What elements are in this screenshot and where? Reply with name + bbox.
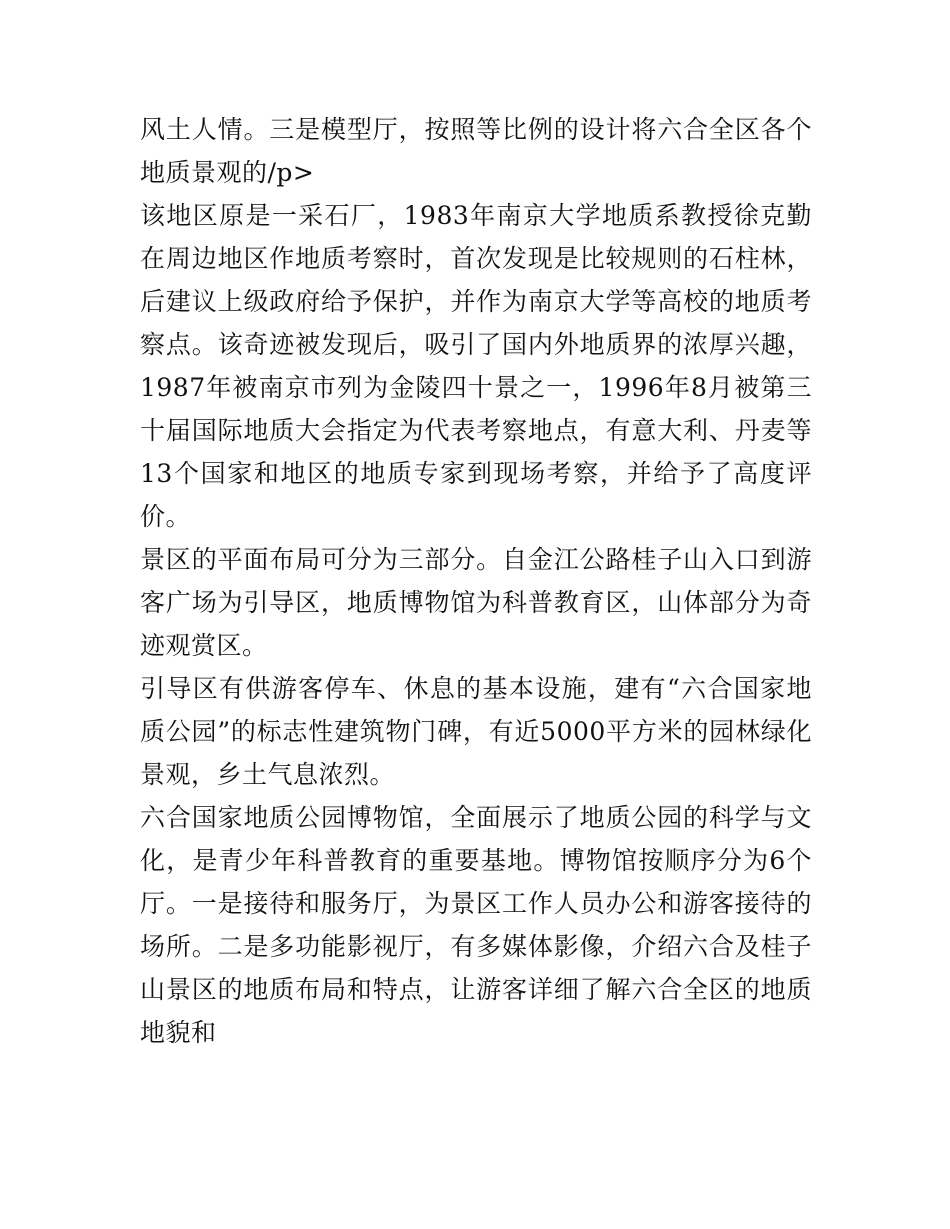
- paragraph-layout: 景区的平面布局可分为三部分。自金江公路桂子山入口到游客广场为引导区，地质博物馆为科普教育区，山体部分为奇迹观赏区。: [140, 545, 812, 660]
- paragraph-history: 该地区原是一采石厂，1983年南京大学地质系教授徐克勤在周边地区作地质考察时，首次发现是比较规则的石柱林，后建议上级政府给予保护，并作为南京大学等高校的地质考察点。该奇迹被发现后，吸引了国内外地质界的浓厚兴趣，1987年被南京市列为金陵四十景之一，1996年8月被第三十届国际地质大会指定为代表考察地点，有意大利、丹麦等13个国家和地区的地质专家到现场考察，并给予了高度评价。: [140, 201, 812, 531]
- paragraph-guide-area: 引导区有供游客停车、休息的基本设施，建有“六合国家地质公园”的标志性建筑物门碑，有近5000平方米的园林绿化景观，乡土气息浓烈。: [140, 674, 812, 789]
- paragraph-model-hall: 风土人情。三是模型厅，按照等比例的设计将六合全区各个地质景观的/p>: [140, 115, 812, 187]
- paragraph-museum: 六合国家地质公园博物馆，全面展示了地质公园的科学与文化，是青少年科普教育的重要基地。博物馆按顺序分为6个厅。一是接待和服务厅，为景区工作人员办公和游客接待的场所。二是多功能影视厅，有多媒体影像，介绍六合及桂子山景区的地质布局和特点，让游客详细了解六合全区的地质地貌和: [140, 803, 812, 1047]
- document-page: [140, 108, 812, 1054]
